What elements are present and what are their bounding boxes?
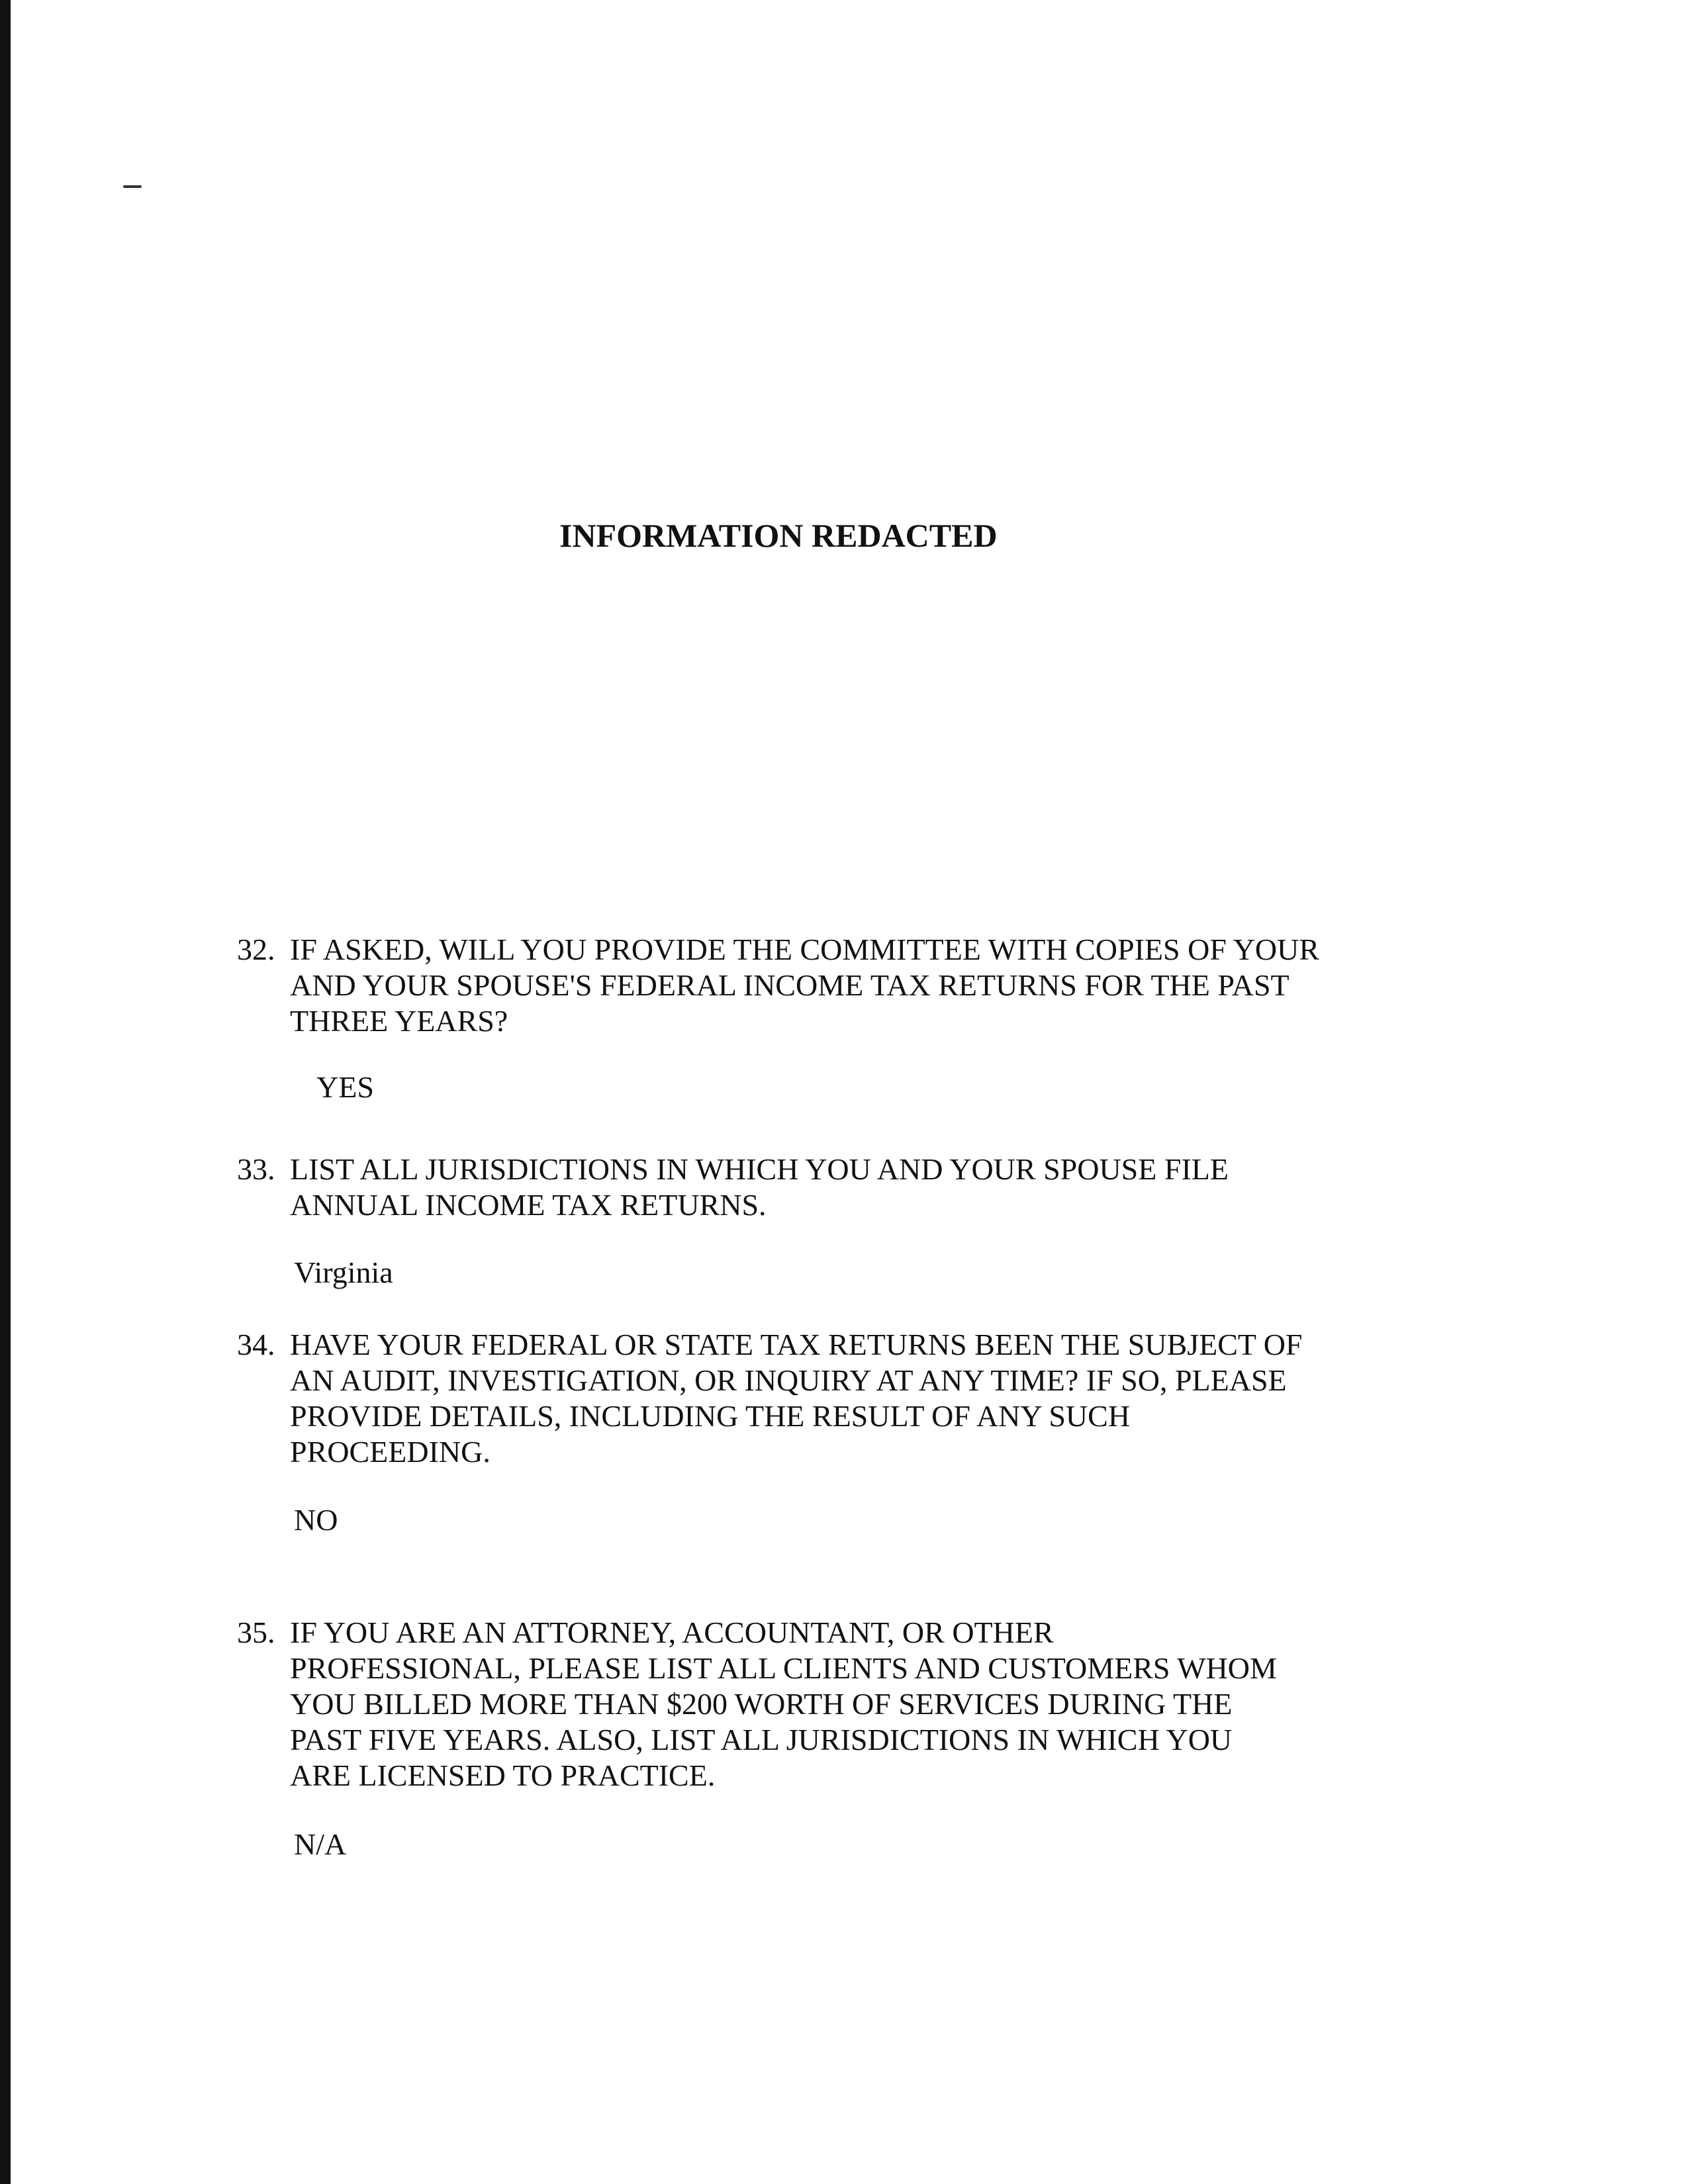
question-line: IF ASKED, WILL YOU PROVIDE THE COMMITTEE WITH COPIES OF YOUR: [290, 933, 1320, 966]
question-line: IF YOU ARE AN ATTORNEY, ACCOUNTANT, OR OTHER: [290, 1615, 1054, 1649]
question-32: [237, 932, 1462, 1039]
answer-33: Virginia: [294, 1255, 393, 1289]
question-number: 32.: [237, 933, 275, 966]
question-line: PAST FIVE YEARS. ALSO, LIST ALL JURISDICTIONS IN WHICH YOU: [290, 1723, 1233, 1756]
answer-34: NO: [294, 1503, 338, 1537]
page-heading: INFORMATION REDACTED: [559, 517, 998, 554]
question-line: ANNUAL INCOME TAX RETURNS.: [290, 1188, 767, 1222]
question-line: PROFESSIONAL, PLEASE LIST ALL CLIENTS AND CUSTOMERS WHOM: [290, 1651, 1277, 1685]
question-text: [290, 1615, 1462, 1794]
question-text: [290, 1152, 1462, 1223]
question-number: 33.: [237, 1152, 275, 1186]
question-line: AND YOUR SPOUSE'S FEDERAL INCOME TAX RETURNS FOR THE PAST: [290, 968, 1289, 1002]
question-line: ARE LICENSED TO PRACTICE.: [290, 1758, 716, 1792]
question-33: [237, 1152, 1462, 1223]
scan-edge-bar: [0, 0, 11, 2184]
question-text: [290, 932, 1462, 1039]
question-line: THREE YEARS?: [290, 1004, 508, 1038]
scan-speck: [123, 185, 142, 188]
answer-32: YES: [316, 1070, 374, 1104]
question-line: YOU BILLED MORE THAN $200 WORTH OF SERVICES DURING THE: [290, 1687, 1233, 1721]
question-number: 35.: [237, 1615, 275, 1649]
question-line: PROCEEDING.: [290, 1435, 491, 1469]
answer-35: N/A: [294, 1827, 347, 1861]
question-34: [237, 1327, 1462, 1470]
question-number: 34.: [237, 1328, 275, 1361]
question-line: HAVE YOUR FEDERAL OR STATE TAX RETURNS BEEN THE SUBJECT OF: [290, 1328, 1303, 1361]
question-35: [237, 1615, 1462, 1794]
question-line: AN AUDIT, INVESTIGATION, OR INQUIRY AT ANY TIME? IF SO, PLEASE: [290, 1363, 1287, 1397]
question-line: LIST ALL JURISDICTIONS IN WHICH YOU AND YOUR SPOUSE FILE: [290, 1152, 1229, 1186]
question-line: PROVIDE DETAILS, INCLUDING THE RESULT OF ANY SUCH: [290, 1399, 1131, 1433]
question-text: [290, 1327, 1462, 1470]
